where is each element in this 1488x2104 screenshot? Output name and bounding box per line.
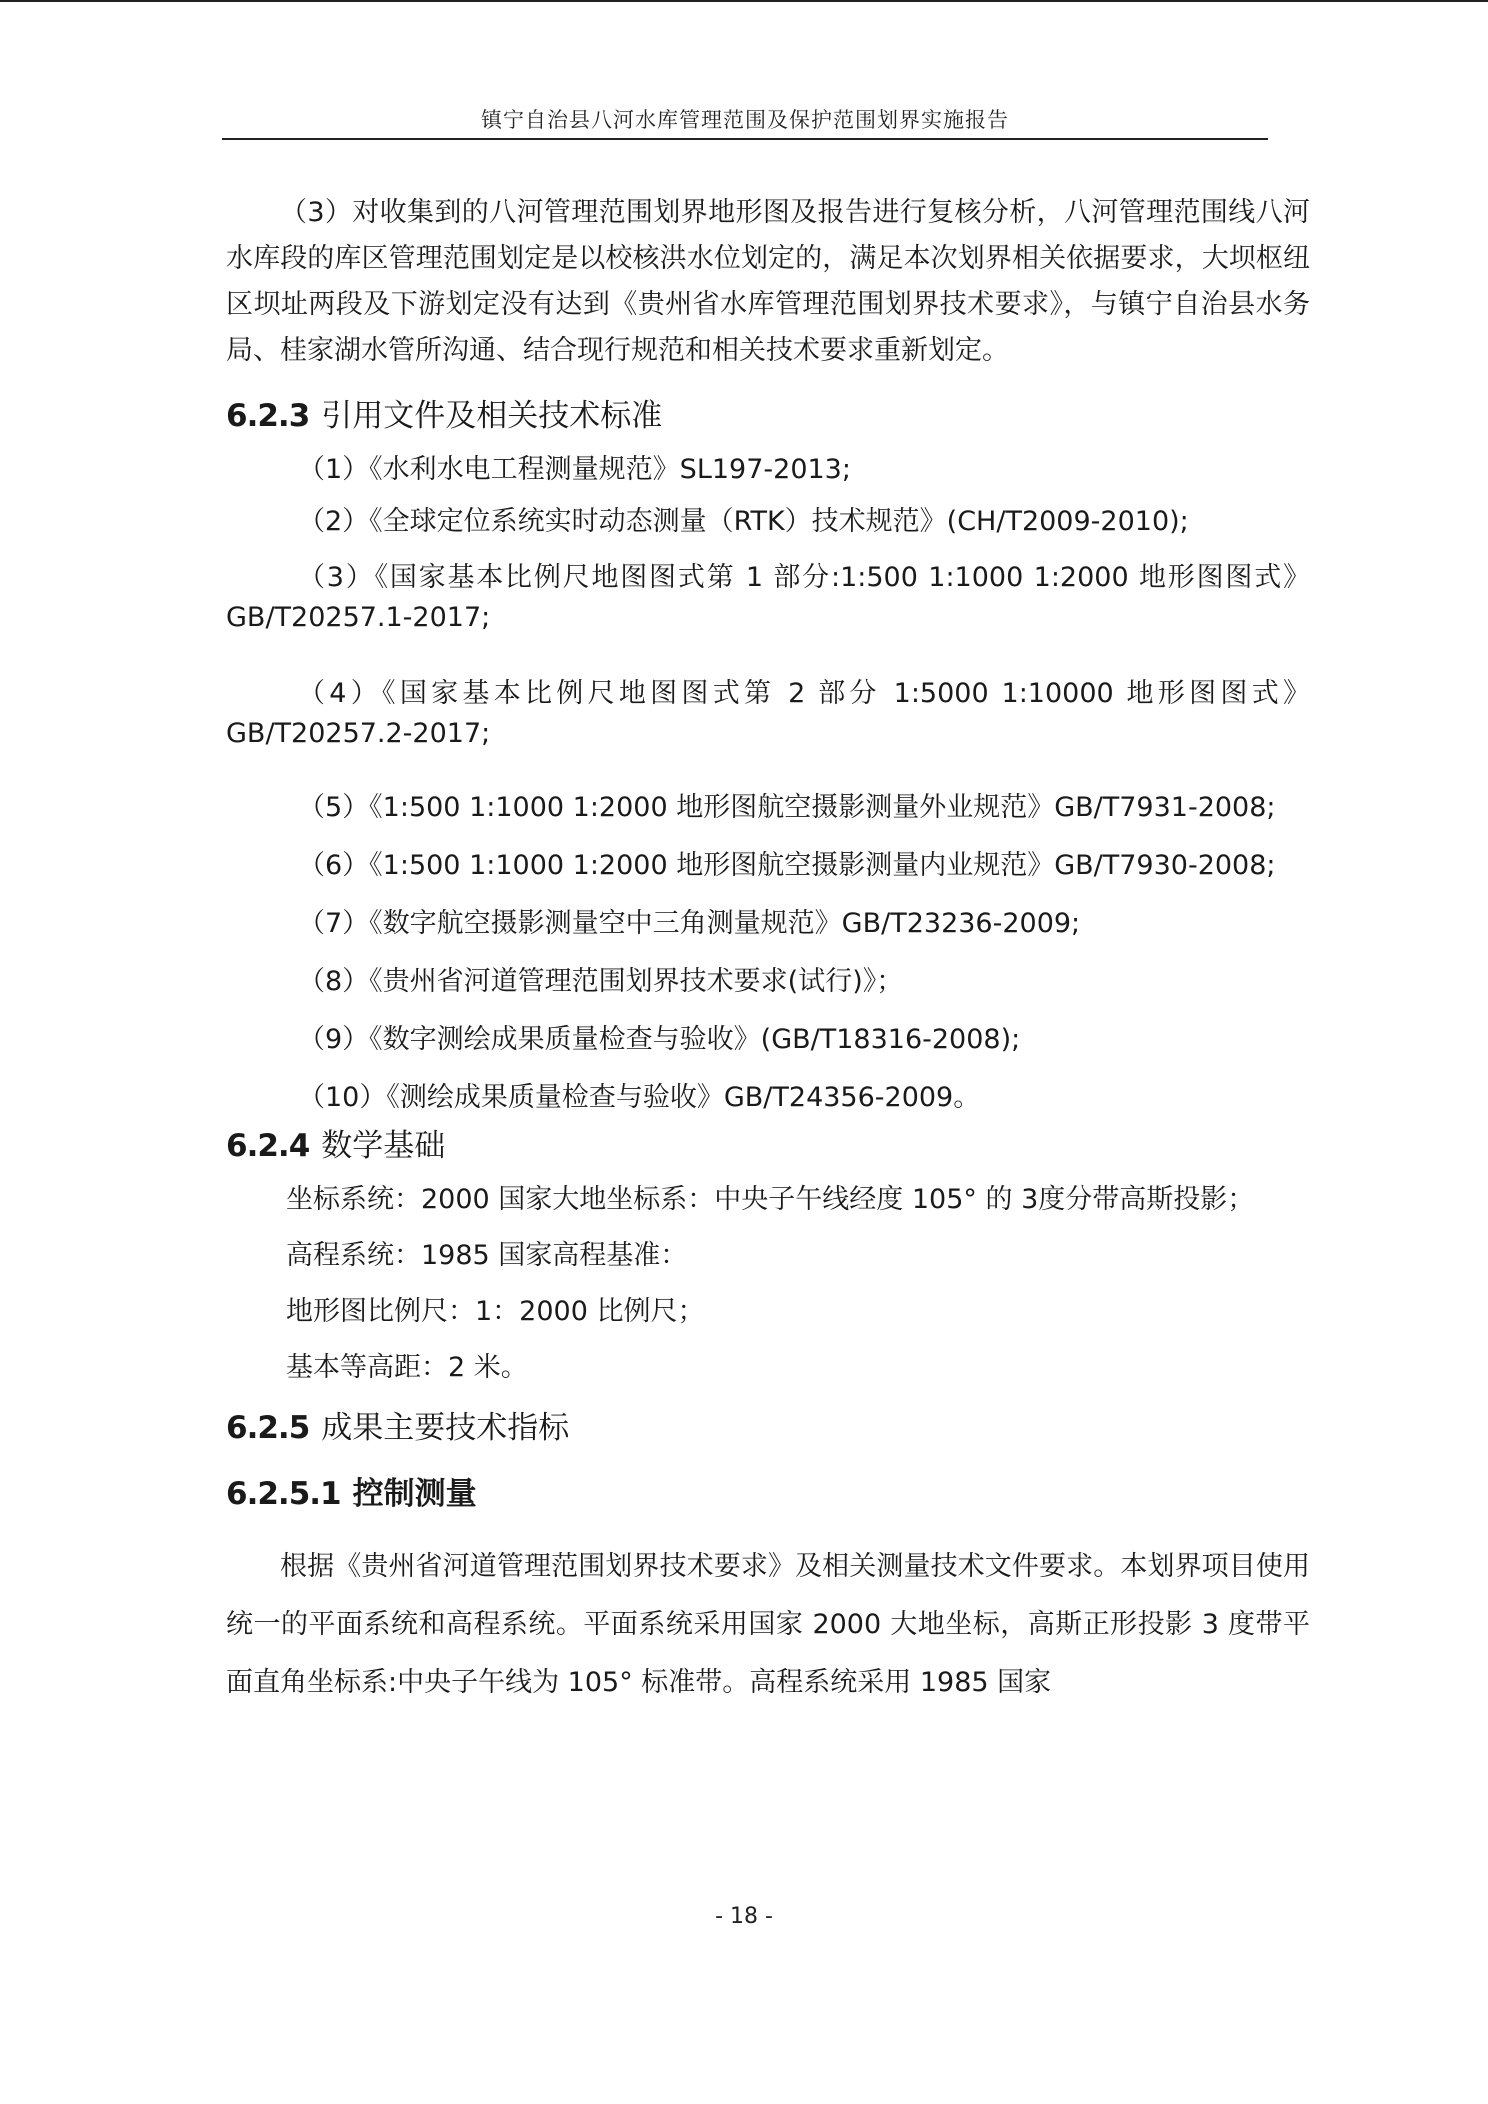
section-title: 成果主要技术指标 xyxy=(321,1410,570,1446)
section-number: 6.2.5.1 xyxy=(226,1476,341,1512)
page-body xyxy=(226,190,1310,1712)
section-title: 控制测量 xyxy=(352,1476,477,1512)
basis-item: 坐标系统：2000 国家大地坐标系：中央子午线经度 105° 的 3度分带高斯投影； xyxy=(286,1184,1255,1215)
section-6-2-5-1-heading xyxy=(226,1472,1310,1516)
section-title: 引用文件及相关技术标准 xyxy=(321,398,663,434)
section-number: 6.2.3 xyxy=(226,398,310,434)
basis-item: 基本等高距：2 米。 xyxy=(286,1352,528,1383)
intro-paragraph: （3）对收集到的八河管理范围划界地形图及报告进行复核分析，八河管理范围线八河水库段的库区管理范围划定是以校核洪水位划定的，满足本次划界相关依据要求，大坝枢纽区坝址两段及下游划定没有达到《贵州省水库管理范围划界技术要求》，与镇宁自治县水务局、桂家湖水管所沟通、结合现行规范和相关技术要求重新划定。 xyxy=(226,197,1310,366)
section-number: 6.2.4 xyxy=(226,1128,310,1164)
reference-item: （2）《全球定位系统实时动态测量（RTK）技术规范》(CH/T2009-2010); xyxy=(298,506,1189,537)
reference-item: （3）《国家基本比例尺地图图式第 1 部分:1:500 1:1000 1:2000 地形图图式》GB/T20257.1-2017; xyxy=(226,562,1310,633)
math-basis-list xyxy=(226,1182,1310,1386)
control-survey-paragraph: 根据《贵州省河道管理范围划界技术要求》及相关测量技术文件要求。本划界项目使用统一的平面系统和高程系统。平面系统采用国家 2000 大地坐标，高斯正形投影 3 度带平面直角坐标系:中央子午线为 105° 标准带。高程系统采用 1985 国家 xyxy=(226,1551,1310,1698)
top-border xyxy=(0,0,1488,2)
section-number: 6.2.5 xyxy=(226,1410,310,1446)
section-6-2-3-heading xyxy=(226,394,1310,438)
reference-list xyxy=(226,452,1310,1116)
reference-item: （9）《数字测绘成果质量检查与验收》(GB/T18316-2008); xyxy=(298,1024,1021,1055)
section-6-2-4-heading xyxy=(226,1124,1310,1168)
reference-item: （1）《水利水电工程测量规范》SL197-2013; xyxy=(298,454,851,485)
reference-item: （10）《测绘成果质量检查与验收》GB/T24356-2009。 xyxy=(298,1082,981,1113)
section-title: 数学基础 xyxy=(321,1128,446,1164)
reference-item: （4）《国家基本比例尺地图图式第 2 部分 1:5000 1:10000 地形图图式》GB/T20257.2-2017; xyxy=(226,678,1310,749)
header-rule xyxy=(222,138,1268,140)
running-header: 镇宁自治县八河水库管理范围及保护范围划界实施报告 xyxy=(481,108,1009,132)
page-number: - 18 - xyxy=(715,1904,773,1929)
basis-item: 高程系统：1985 国家高程基准： xyxy=(286,1240,688,1271)
reference-item: （7）《数字航空摄影测量空中三角测量规范》GB/T23236-2009; xyxy=(298,908,1081,939)
reference-item: （6）《1:500 1:1000 1:2000 地形图航空摄影测量内业规范》GB/T7930-2008; xyxy=(298,850,1276,881)
section-6-2-5-heading xyxy=(226,1406,1310,1450)
reference-item: （8）《贵州省河道管理范围划界技术要求(试行)》； xyxy=(298,966,904,997)
basis-item: 地形图比例尺：1：2000 比例尺； xyxy=(286,1296,705,1327)
reference-item: （5）《1:500 1:1000 1:2000 地形图航空摄影测量外业规范》GB/T7931-2008; xyxy=(298,792,1276,823)
